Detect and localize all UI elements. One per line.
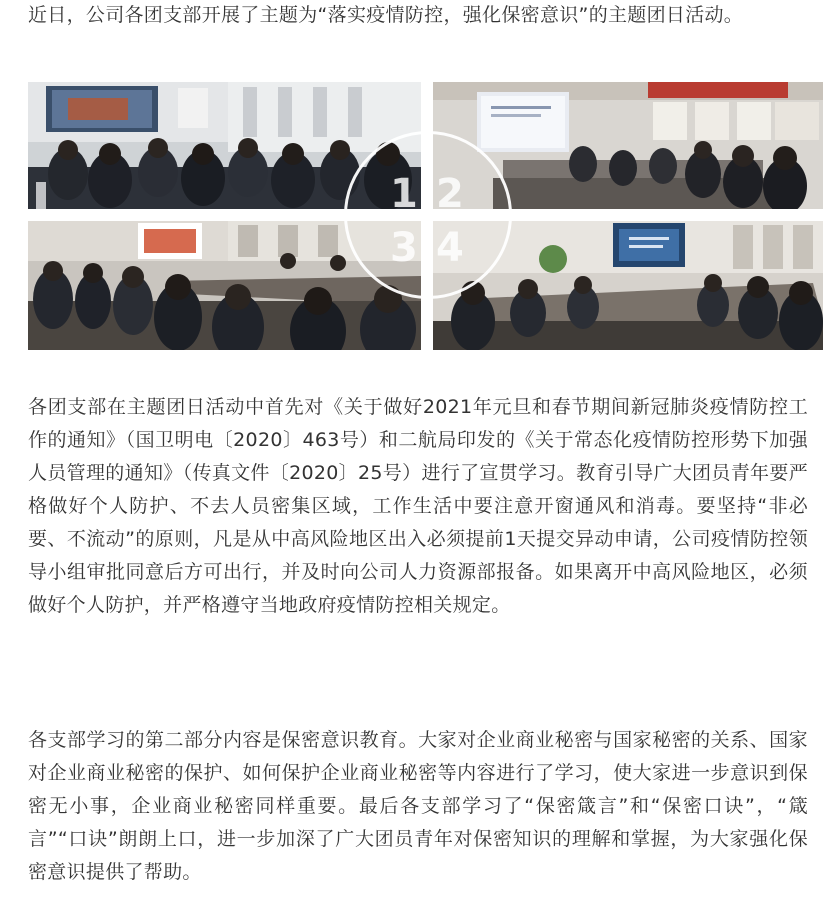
photo-collage	[28, 82, 823, 350]
photo-number-4: 4	[436, 225, 464, 271]
photo-number-2: 2	[436, 171, 464, 217]
photo-number-1: 1	[390, 171, 418, 217]
confidentiality-paragraph: 各支部学习的第二部分内容是保密意识教育。大家对企业商业秘密与国家秘密的关系、国家对企业商业秘密的保护、如何保护企业商业秘密等内容进行了学习，使大家进一步意识到保密无小事，企业商业秘密同样重要。最后各支部学习了“保密箴言”和“保密口诀”，“箴言”“口诀”朗朗上口，进一步加深了广大团员青年对保密知识的理解和掌握，为大家强化保密意识提供了帮助。	[28, 729, 808, 883]
intro-paragraph: 近日，公司各团支部开展了主题为“落实疫情防控，强化保密意识”的主题团日活动。	[28, 4, 744, 26]
epidemic-prevention-paragraph: 各团支部在主题团日活动中首先对《关于做好2021年元旦和春节期间新冠肺炎疫情防控工作的通知》（国卫明电〔2020〕463号）和二航局印发的《关于常态化疫情防控形势下加强人员管理的通知》（传真文件〔2020〕25号）进行了宣贯学习。教育引导广大团员青年要严格做好个人防护、不去人员密集区域，工作生活中要注意开窗通风和消毒。要坚持“非必要、不流动”的原则，凡是从中高风险地区出入必须提前1天提交异动申请，公司疫情防控领导小组审批同意后方可出行，并及时向公司人力资源部报备。如果离开中高风险地区，必须做好个人防护，并严格遵守当地政府疫情防控相关规定。	[28, 396, 808, 616]
collage-circle-overlay	[344, 131, 512, 299]
photo-number-3: 3	[390, 225, 418, 271]
